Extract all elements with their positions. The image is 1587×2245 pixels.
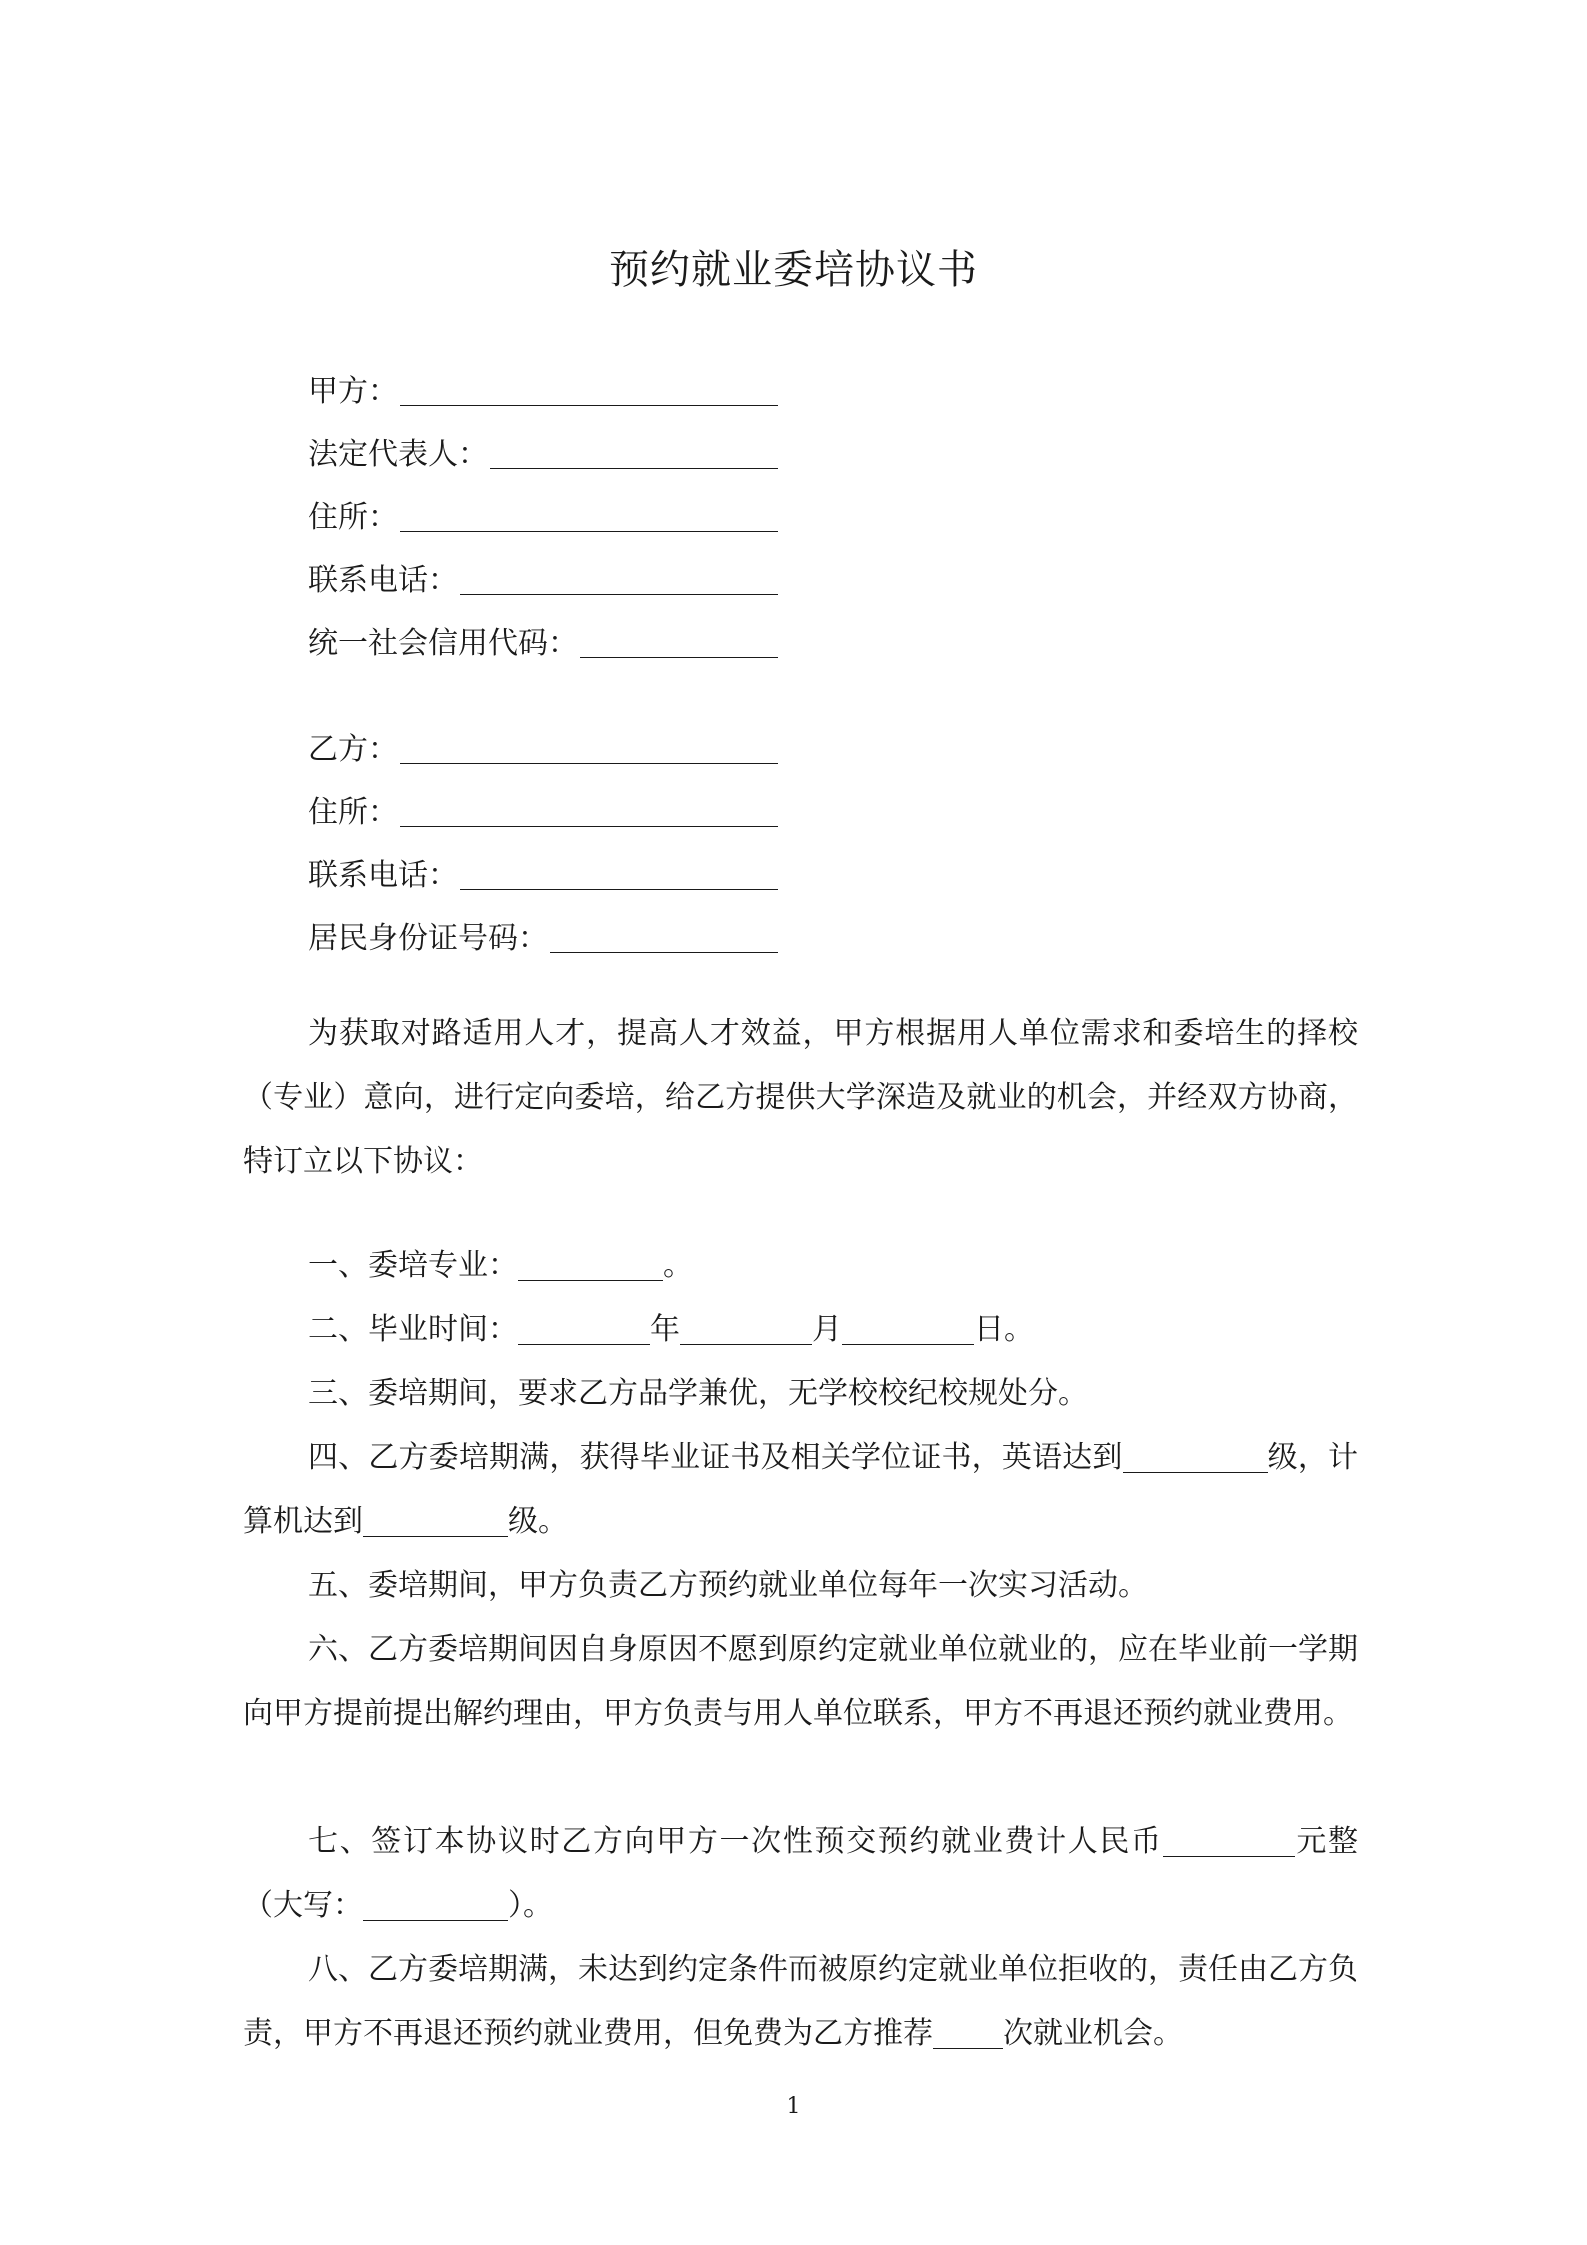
clause-8-text-b: 次就业机会。: [1003, 2016, 1183, 2051]
clause-4: [243, 1426, 1358, 1554]
clause-2: [243, 1298, 1358, 1362]
clause-4-text-a: 四、乙方委培期满，获得毕业证书及相关学位证书，英语达到: [308, 1440, 1123, 1475]
clause-1-end: 。: [663, 1248, 693, 1283]
clause-2-year-label: 年: [650, 1312, 680, 1347]
party-a-phone-blank: [460, 560, 778, 595]
clause-2-month-label: 月: [812, 1312, 842, 1347]
party-b-id-blank: [550, 918, 778, 953]
party-a-rep-label: 法定代表人：: [308, 437, 488, 472]
party-a-rep-field: [308, 429, 778, 473]
party-b-address-field: [308, 787, 778, 831]
party-b-address-label: 住所：: [308, 795, 398, 830]
clause-7-text-b: 元整（大写：: [243, 1824, 1359, 1923]
document-title: 预约就业委培协议书: [609, 247, 978, 293]
party-a-address-blank: [400, 497, 778, 532]
party-a-credit-code-blank: [580, 623, 778, 658]
clause-1-major-blank: [518, 1246, 663, 1281]
clause-2-day-label: 日。: [974, 1312, 1034, 1347]
party-b-id-label: 居民身份证号码：: [308, 921, 548, 956]
clause-7-text-a: 七、签订本协议时乙方向甲方一次性预交预约就业费计人民币: [308, 1824, 1163, 1859]
clause-1-label: 一、委培专业：: [308, 1248, 518, 1283]
party-a-address-field: [308, 492, 778, 536]
clause-5: 五、委培期间，甲方负责乙方预约就业单位每年一次实习活动。: [308, 1568, 1148, 1603]
party-b-name-blank: [400, 729, 778, 764]
clause-7-amount-blank: [1163, 1822, 1295, 1857]
clause-4-text-c: 级。: [508, 1504, 568, 1539]
clause-7-amount-words-blank: [363, 1886, 508, 1921]
clause-6: 六、乙方委培期间因自身原因不愿到原约定就业单位就业的，应在毕业前一学期向甲方提前提出解约理由，甲方负责与用人单位联系，甲方不再退还预约就业费用。: [243, 1632, 1358, 1731]
party-a-credit-code-field: [308, 618, 778, 662]
party-b-phone-field: [308, 850, 778, 894]
clause-8-text-a: 八、乙方委培期满，未达到约定条件而被原约定就业单位拒收的，责任由乙方负责，甲方不再退还预约就业费用，但免费为乙方推荐: [243, 1952, 1358, 2051]
page-number: 1: [786, 2094, 801, 2119]
clause-2-month-blank: [680, 1310, 812, 1345]
party-a-phone-label: 联系电话：: [308, 563, 458, 598]
party-b-phone-label: 联系电话：: [308, 858, 458, 893]
clause-2-year-blank: [518, 1310, 650, 1345]
party-b-address-blank: [400, 792, 778, 827]
party-a-rep-blank: [490, 434, 778, 469]
clause-2-label: 二、毕业时间：: [308, 1312, 518, 1347]
party-a-name-field: [308, 366, 778, 410]
clause-7: [243, 1810, 1358, 1938]
clause-2-day-blank: [842, 1310, 974, 1345]
party-b-name-field: [308, 724, 778, 768]
party-b-id-field: [308, 913, 778, 957]
clause-4-text-b: 级，计算机达到: [243, 1440, 1359, 1539]
party-a-address-label: 住所：: [308, 500, 398, 535]
party-a-name-blank: [400, 371, 778, 406]
clause-8: [243, 1938, 1358, 2066]
preamble-paragraph: 为获取对路适用人才，提高人才效益，甲方根据用人单位需求和委培生的择校（专业）意向，进行定向委培，给乙方提供大学深造及就业的机会，并经双方协商，特订立以下协议：: [243, 1016, 1358, 1179]
clause-3: 三、委培期间，要求乙方品学兼优，无学校校纪校规处分。: [308, 1376, 1088, 1411]
party-b-phone-blank: [460, 855, 778, 890]
party-b-name-label: 乙方：: [308, 732, 398, 767]
party-a-phone-field: [308, 555, 778, 599]
clause-7-text-c: ）。: [508, 1888, 553, 1923]
clause-1: [243, 1234, 1358, 1298]
party-a-name-label: 甲方：: [308, 374, 398, 409]
clause-4-computer-blank: [363, 1502, 508, 1537]
clause-8-times-blank: [933, 2014, 1003, 2049]
party-a-credit-code-label: 统一社会信用代码：: [308, 626, 578, 661]
clause-4-english-blank: [1123, 1438, 1268, 1473]
